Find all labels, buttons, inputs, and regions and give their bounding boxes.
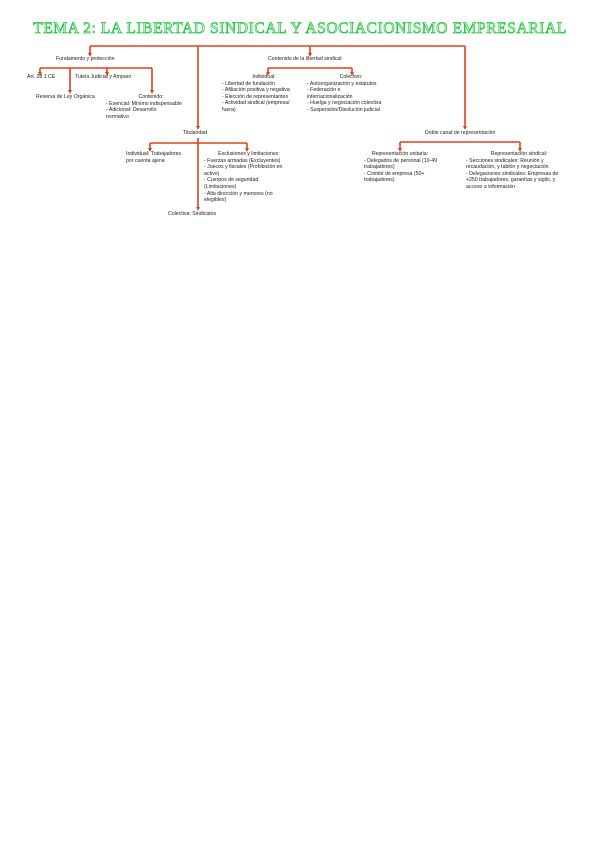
node-representacion-unitaria: [364, 151, 437, 184]
node-reserva: Reserva de Ley Orgánica: [36, 94, 95, 100]
node-representacion-sindical: [466, 151, 572, 191]
individual-trabajadores-line: por cuenta ajena: [126, 157, 165, 164]
node-individual-trabajadores: [126, 151, 181, 164]
sindical-line: recaudación, y tablón y negociación: [466, 164, 549, 171]
node-doble-canal: Doble canal de representación: [425, 130, 496, 136]
unitaria-line: - Comité de empresa (50+: [364, 170, 425, 177]
exclusiones-line: - Cuerpos de seguridad: [204, 177, 259, 184]
exclusiones-line: elegibles): [204, 197, 227, 204]
node-titularidad: Titularidad: [183, 130, 208, 136]
node-colectivo: [307, 74, 395, 114]
colectivo-line: - Huelga y negociación colectiva: [307, 100, 382, 107]
exclusiones-line: - Fuerzas armadas (Excluyentes): [204, 157, 281, 164]
node-exclusiones: [204, 151, 294, 204]
unitaria-line: trabajadores): [364, 164, 395, 171]
individual-line: - Libertad de fundación: [222, 80, 276, 87]
exclusiones-line: - Alta dirección y menores (no: [204, 190, 273, 197]
unitaria-line: trabajadores): [364, 177, 395, 184]
page-title: TEMA 2: LA LIBERTAD SINDICAL Y ASOCIACIONISMO EMPRESARIAL: [33, 20, 567, 37]
individual-line: fuera): [222, 106, 236, 113]
contenido-fundamento-line: - Esencial: Mínimo indispensable: [106, 100, 182, 107]
sindical-line: +250 trabajadores, garantías y sigilo, y: [466, 177, 556, 184]
exclusiones-line: - Jueces y fiscales (Prohibición en: [204, 164, 283, 171]
node-art28: Art. 28.1 CE: [27, 74, 56, 80]
individual-line: - Actividad sindical (empresa/: [222, 100, 290, 107]
sindical-line: - Secciones sindicales: Reunión y: [466, 157, 544, 164]
exclusiones-heading: Exclusiones y limitaciones:: [218, 151, 280, 157]
contenido-fundamento-line: - Adicional: Desarrollo: [106, 107, 157, 114]
node-tutela: Tutela Judicial y Amparo: [75, 74, 132, 80]
unitaria-line: - Delegados de personal (10-49: [364, 157, 437, 164]
node-contenido-libertad: Contenido de la libertad sindical: [268, 56, 342, 62]
node-contenido-fundamento: [106, 94, 196, 120]
individual-line: - Elección de representantes: [222, 93, 289, 100]
colectivo-line: - Autoorganización y estatutos: [307, 80, 377, 87]
sindical-line: acceso a información: [466, 183, 516, 190]
contenido-fundamento-heading: Contenido:: [138, 94, 164, 100]
contenido-fundamento-line: normativo: [106, 113, 129, 120]
exclusiones-line: activo): [204, 170, 220, 177]
exclusiones-line: (Limitaciones): [204, 183, 237, 190]
colectivo-line: - Suspensión/Disolución judicial: [307, 106, 380, 113]
individual-trabajadores-line: Individual: Trabajadores: [126, 151, 182, 157]
colectivo-line: - Federación e: [307, 87, 341, 94]
unitaria-heading: Representación unitaria:: [371, 151, 429, 157]
colectivo-line: internacionalización: [307, 93, 353, 100]
colectivo-heading: Colectivo:: [339, 74, 363, 80]
node-colectiva-sindicatos: Colectiva: Sindicatos: [168, 211, 217, 217]
node-individual: [222, 74, 306, 114]
individual-line: - Afiliación positiva y negativa: [222, 87, 290, 94]
sindical-heading: Representación sindical:: [490, 151, 548, 157]
individual-heading: Individual:: [252, 74, 276, 80]
node-fundamento: Fundamento y protección: [56, 56, 115, 62]
sindical-line: - Delegaciones sindicales: Empresas de: [466, 170, 559, 177]
